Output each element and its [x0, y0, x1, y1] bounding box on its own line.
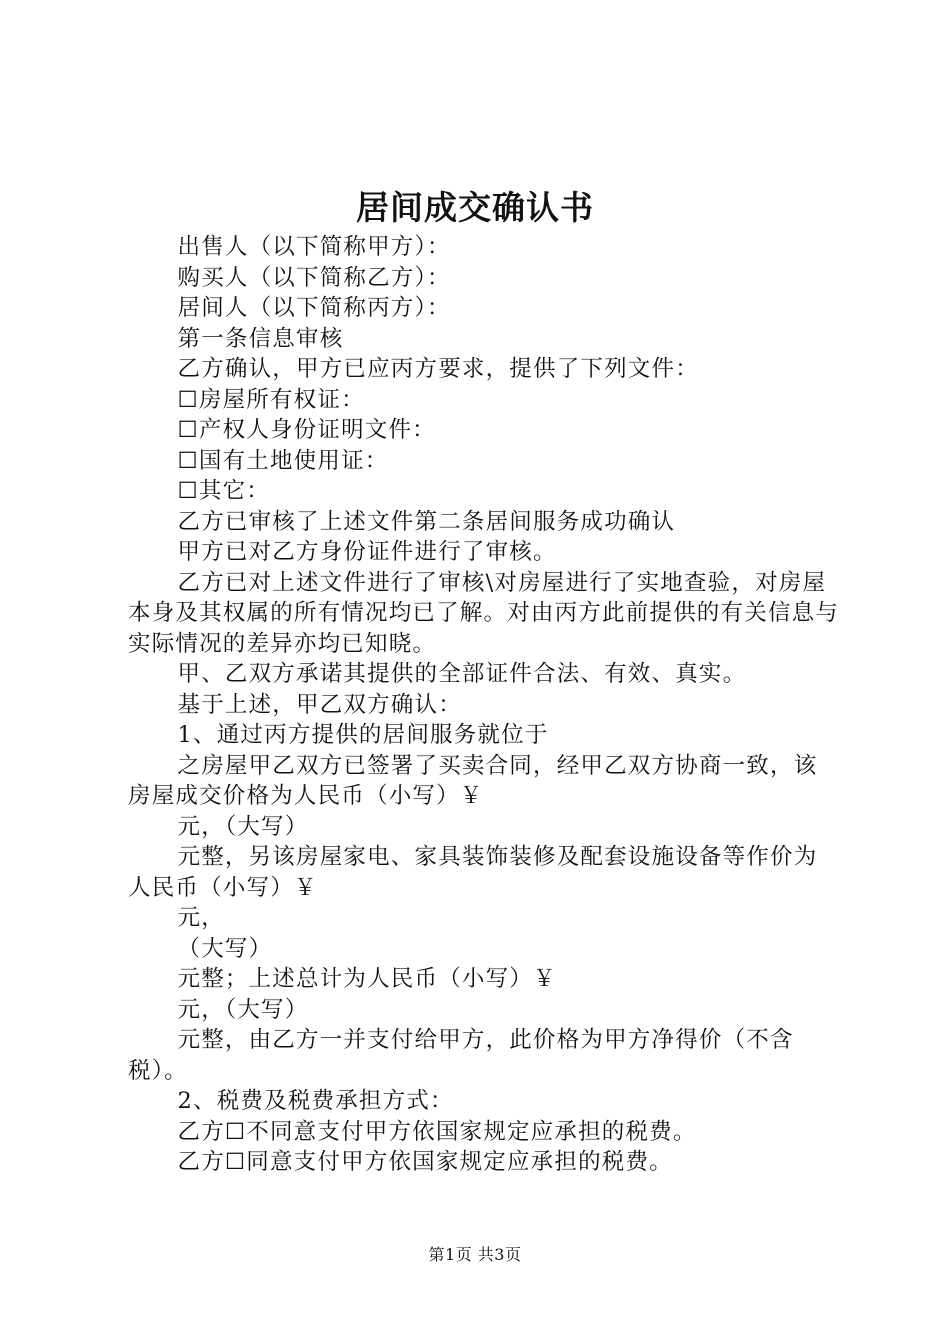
paragraph-yuan: 元， — [177, 905, 225, 931]
paragraph-price-uppercase: 元，（大写） — [177, 813, 309, 840]
paragraph-payment: 元整，由乙方一并支付给甲方，此价格为甲方净得价（不含税）。 — [128, 1027, 794, 1084]
paragraph-furnishing-price: 元整，另该房屋家电、家具装饰装修及配套设施设备等作价为人民币（小写）￥ — [128, 844, 818, 901]
paragraph-promise: 甲、乙双方承诺其提供的全部证件合法、有效、真实。 — [177, 661, 747, 687]
checkbox-item-tax-agree: 乙方☐同意支付甲方依国家规定应承担的税费。 — [177, 1149, 673, 1175]
checkbox-item-id-docs: ☐产权人身份证明文件： — [177, 417, 436, 443]
paragraph-seller: 出售人（以下简称甲方）： — [177, 234, 451, 260]
document-body — [128, 232, 840, 1178]
checkbox-item-ownership-cert: ☐房屋所有权证： — [177, 386, 365, 413]
checkbox-item-other: ☐其它： — [177, 478, 270, 504]
paragraph-price: 之房屋甲乙双方已签署了买卖合同，经甲乙双方协商一致，该房屋成交价格为人民币（小写）￥ — [128, 752, 818, 809]
checkbox-item-land-cert: ☐国有土地使用证： — [177, 447, 389, 474]
page-number: 第1页 共3页 — [428, 1245, 522, 1264]
paragraph-confirm-docs: 乙方确认，甲方已应丙方要求，提供了下列文件： — [177, 356, 699, 382]
paragraph-buyer: 购买人（以下简称乙方）： — [177, 264, 451, 291]
paragraph-uppercase: （大写） — [177, 935, 273, 962]
paragraph-reviewed: 乙方已审核了上述文件第二条居间服务成功确认 — [177, 508, 676, 535]
paragraph-inspection: 乙方已对上述文件进行了审核\对房屋进行了实地查验，对房屋本身及其权属的所有情况均已了解。对由丙方此前提供的有关信息与实际情况的差异亦均已知晓。 — [128, 569, 840, 657]
paragraph-item-2: 2、税费及税费承担方式： — [177, 1088, 454, 1114]
paragraph-based-on: 基于上述，甲乙双方确认： — [177, 691, 462, 718]
paragraph-item-1: 1、通过丙方提供的居间服务就位于 — [177, 722, 549, 748]
paragraph-id-reviewed: 甲方已对乙方身份证件进行了审核。 — [177, 539, 557, 565]
document-title: 居间成交确认书 — [356, 188, 594, 227]
paragraph-total: 元整；上述总计为人民币（小写）￥ — [177, 966, 557, 992]
checkbox-item-tax-disagree: 乙方☐不同意支付甲方依国家规定应承担的税费。 — [177, 1118, 697, 1145]
paragraph-agent: 居间人（以下简称丙方）： — [177, 295, 451, 321]
paragraph-total-uppercase: 元，（大写） — [177, 996, 309, 1023]
paragraph-article-1: 第一条信息审核 — [177, 325, 344, 352]
